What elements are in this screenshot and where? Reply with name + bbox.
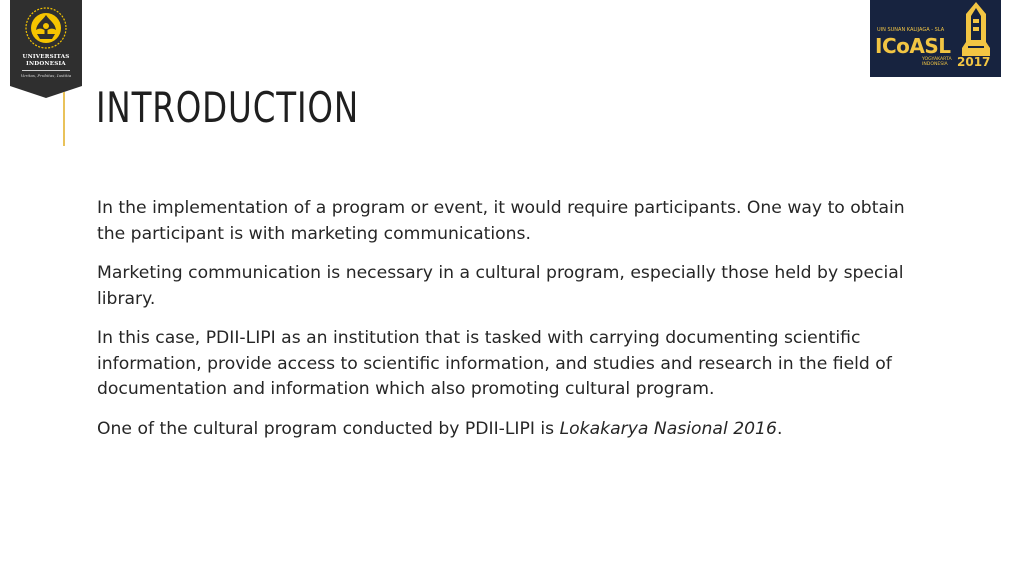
paragraph-4 [97, 417, 927, 443]
icoasl-2017-logo [870, 0, 1001, 77]
university-name-line2: INDONESIA [26, 61, 66, 67]
slide-body [97, 196, 927, 456]
university-name-line1: UNIVERSITAS [22, 54, 70, 60]
logo-divider [22, 70, 70, 71]
makara-emblem-icon [24, 6, 68, 50]
event-name-emphasis: Lokakarya Nasional 2016 [559, 418, 777, 439]
paragraph-3: In this case, PDII-LIPI as an institution that is tasked with carrying documenting scientific information, provide access to scientific information, and studies and research in the field of documentation and information which also promoting cultural program. [97, 328, 892, 399]
universitas-indonesia-logo [10, 0, 82, 98]
conference-location-country: INDONESIA [922, 62, 948, 68]
conference-year: 2017 [957, 55, 991, 69]
paragraph-1: In the implementation of a program or event, it would require participants. One way to obtain the participant is with marketing communications. [97, 198, 905, 244]
conference-location [922, 57, 952, 67]
paragraph-2: Marketing communication is necessary in a cultural program, especially those held by special library. [97, 263, 904, 309]
slide-title: INTRODUCTION [96, 83, 360, 132]
logo-plate-point [10, 86, 82, 98]
conference-name: ICoASL [875, 34, 951, 58]
paragraph-4-prefix: One of the cultural program conducted by PDII-LIPI is [97, 418, 560, 439]
conference-subtitle: UIN SUNAN KALIJAGA - SLA [877, 27, 945, 33]
university-motto: Veritas, Probitas, Iustitia [20, 73, 72, 78]
paragraph-4-suffix: . [776, 418, 783, 439]
conference-location-city: YOGYAKARTA [922, 57, 952, 62]
tugu-monument-icon [958, 2, 994, 56]
title-accent-line [63, 92, 65, 146]
